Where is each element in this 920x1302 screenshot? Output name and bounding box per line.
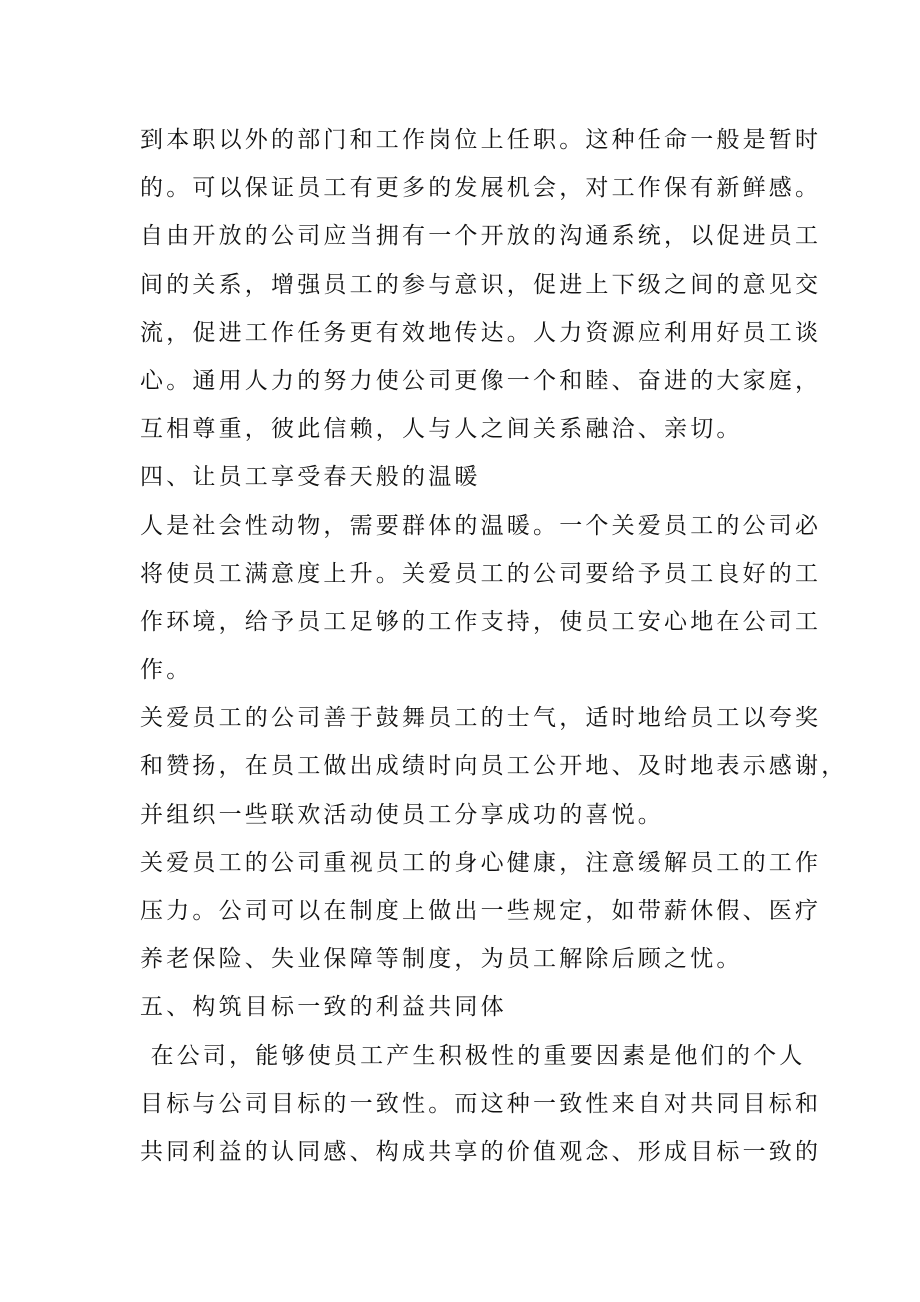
body-line: 作环境，给予员工足够的工作支持，使员工安心地在公司工 [140,608,822,635]
body-line: 心。通用人力的努力使公司更像一个和睦、奋进的大家庭， [140,367,822,394]
body-line: 作。 [140,657,193,684]
body-line: 养老保险、失业保障等制度，为员工解除后顾之忧。 [140,946,743,973]
body-line: 并组织一些联欢活动使员工分享成功的喜悦。 [140,801,664,828]
body-line: 流，促进工作任务更有效地传达。人力资源应利用好员工谈 [140,319,822,346]
body-line: 目标与公司目标的一致性。而这种一致性来自对共同目标和 [140,1090,822,1117]
body-line: 压力。公司可以在制度上做出一些规定，如带薪休假、医疗 [140,898,822,924]
section-heading: 四、让员工享受春天般的温暖 [140,464,481,491]
body-line: 的。可以保证员工有更多的发展机会，对工作保有新鲜感。 [140,175,822,202]
document-body [140,116,848,1176]
body-line: 关爱员工的公司重视员工的身心健康，注意缓解员工的工作 [140,849,822,876]
body-line: 自由开放的公司应当拥有一个开放的沟通系统，以促进员工 [140,223,822,250]
body-line: 人是社会性动物，需要群体的温暖。一个关爱员工的公司必 [140,512,822,539]
body-line: 互相尊重，彼此信赖，人与人之间关系融洽、亲切。 [140,416,743,443]
body-line: 共同利益的认同感、构成共享的价值观念、形成目标一致的 [140,1138,822,1165]
section-heading: 五、构筑目标一致的利益共同体 [140,994,507,1021]
body-line: 将使员工满意度上升。关爱员工的公司要给予员工良好的工 [140,560,822,587]
body-line: 在公司，能够使员工产生积极性的重要因素是他们的个人 [140,1042,806,1069]
body-line: 到本职以外的部门和工作岗位上任职。这种任命一般是暂时 [140,127,822,153]
body-line: 间的关系，增强员工的参与意识，促进上下级之间的意见交 [140,271,822,298]
body-line: 关爱员工的公司善于鼓舞员工的士气，适时地给员工以夸奖 [140,705,822,732]
body-line: 和赞扬，在员工做出成绩时向员工公开地、及时地表示感谢， [140,753,848,780]
